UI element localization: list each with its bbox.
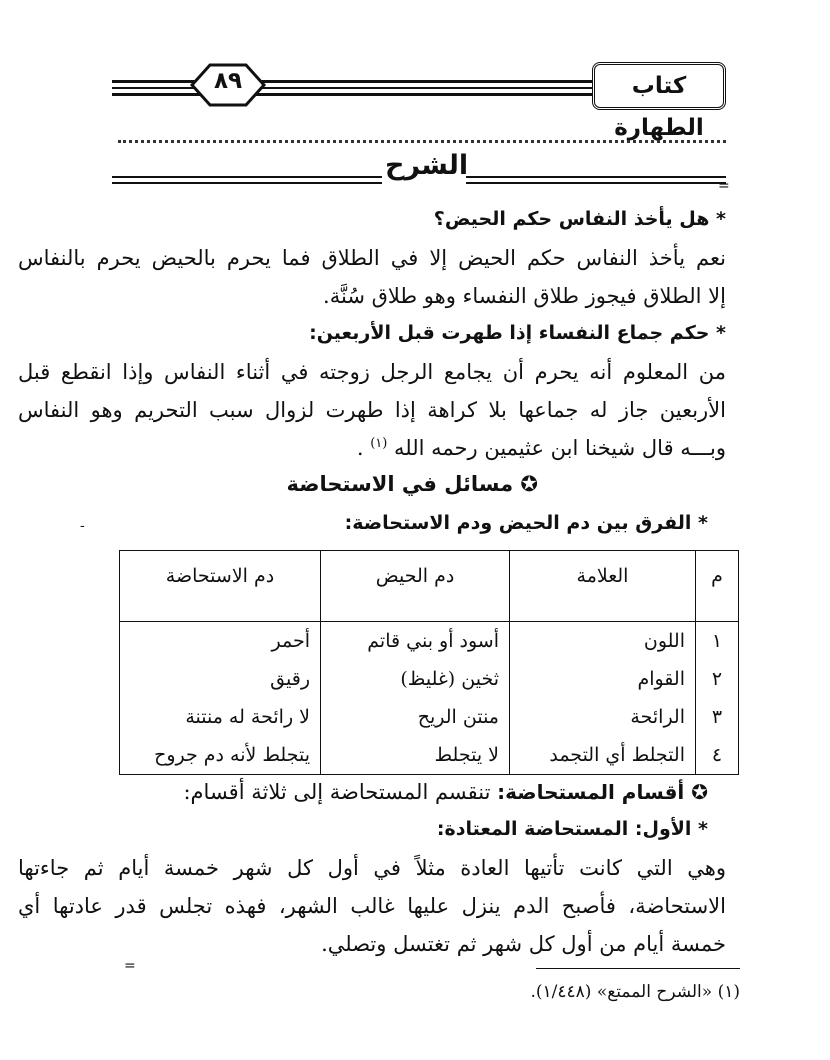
question-heading: * الأول: المستحاضة المعتادة: [436,818,708,840]
margin-mark: = [718,178,730,194]
paragraph-line: الأربعين جاز له جماعها بلا كراهة إذا طهرت لزوال سبب التحريم وهو النفاس [18,398,726,422]
footnote-ref[interactable]: (١) [370,436,388,451]
subsection-text: تنقسم المستحاضة إلى ثلاثة أقسام: [183,780,491,804]
paragraph-line: خمسة أيام من أول كل شهر ثم تغتسل وتصلي. [321,932,726,956]
row-istihada: لا رائحة له منتنة [120,698,321,736]
header-rule [112,93,594,96]
row-menstrual: لا يتجلط [321,736,510,775]
footnote: (١) «الشرح الممتع» (١/٤٤٨). [530,982,740,1002]
paragraph-line: إلا الطلاق فيجوز طلاق النفساء وهو طلاق سُنَّة. [323,284,726,308]
header-rule [112,80,594,83]
paragraph-line: الاستحاضة، فأصبح الدم ينزل عليها غالب الشهر، فهذه تجلس قدر عادتها أي [18,894,726,918]
row-menstrual: أسود أو بني قاتم [321,622,510,661]
row-sign: التجلط أي التجمد [510,736,696,775]
row-index: ٢ [696,660,739,698]
header-rule [112,87,594,89]
book-title: كتاب الطهارة [592,62,726,110]
margin-mark: = [124,958,136,974]
question-heading: * حكم جماع النفساء إذا طهرت قبل الأربعين: [309,322,726,344]
table-row [120,660,739,698]
row-index: ١ [696,622,739,661]
question-heading: * هل يأخذ النفاس حكم الحيض؟ [433,208,726,230]
table-row [120,622,739,661]
header-istihada-blood: دم الاستحاضة [120,551,321,622]
paragraph-line: نعم يأخذ النفاس حكم الحيض إلا في الطلاق فما يحرم بالحيض يحرم بالنفاس [18,246,726,270]
row-sign: الرائحة [510,698,696,736]
title-rule [112,176,382,178]
subsection-heading: ✪ مسائل في الاستحاضة [286,472,538,496]
page-number: ٨٩ [213,68,243,94]
header-index: م [696,551,739,622]
table-row [120,736,739,775]
title-rule [112,182,382,184]
row-index: ٤ [696,736,739,775]
comparison-table [119,550,739,775]
margin-mark: - [80,518,85,534]
row-index: ٣ [696,698,739,736]
sentence-end: . [356,436,364,460]
row-istihada: يتجلط لأنه دم جروح [120,736,321,775]
title-rule [466,182,726,184]
header-menstrual-blood: دم الحيض [321,551,510,622]
paragraph-text: وبـــه قال شيخنا ابن عثيمين رحمه الله [394,436,726,460]
table-row [120,698,739,736]
subsection-heading: ✪ أقسام المستحاضة: [497,780,708,804]
row-istihada: رقيق [120,660,321,698]
dotted-divider [118,140,726,143]
row-istihada: أحمر [120,622,321,661]
row-menstrual: ثخين (غليظ) [321,660,510,698]
question-heading: * الفرق بين دم الحيض ودم الاستحاضة: [344,512,708,534]
row-sign: اللون [510,622,696,661]
section-title: الشرح [385,150,469,181]
footnote-rule [536,968,740,969]
subsection-line [18,780,708,804]
paragraph-line: من المعلوم أنه يحرم أن يجامع الرجل زوجته في أثناء النفاس وإذا انقطع قبل [18,360,726,384]
table-header-row [120,551,739,622]
paragraph-line [18,436,726,460]
paragraph-line: وهي التي كانت تأتيها العادة مثلاً في أول كل شهر خمسة أيام ثم جاءتها [18,856,726,880]
row-sign: القوام [510,660,696,698]
row-menstrual: منتن الريح [321,698,510,736]
header-sign: العلامة [510,551,696,622]
title-rule [466,176,726,178]
